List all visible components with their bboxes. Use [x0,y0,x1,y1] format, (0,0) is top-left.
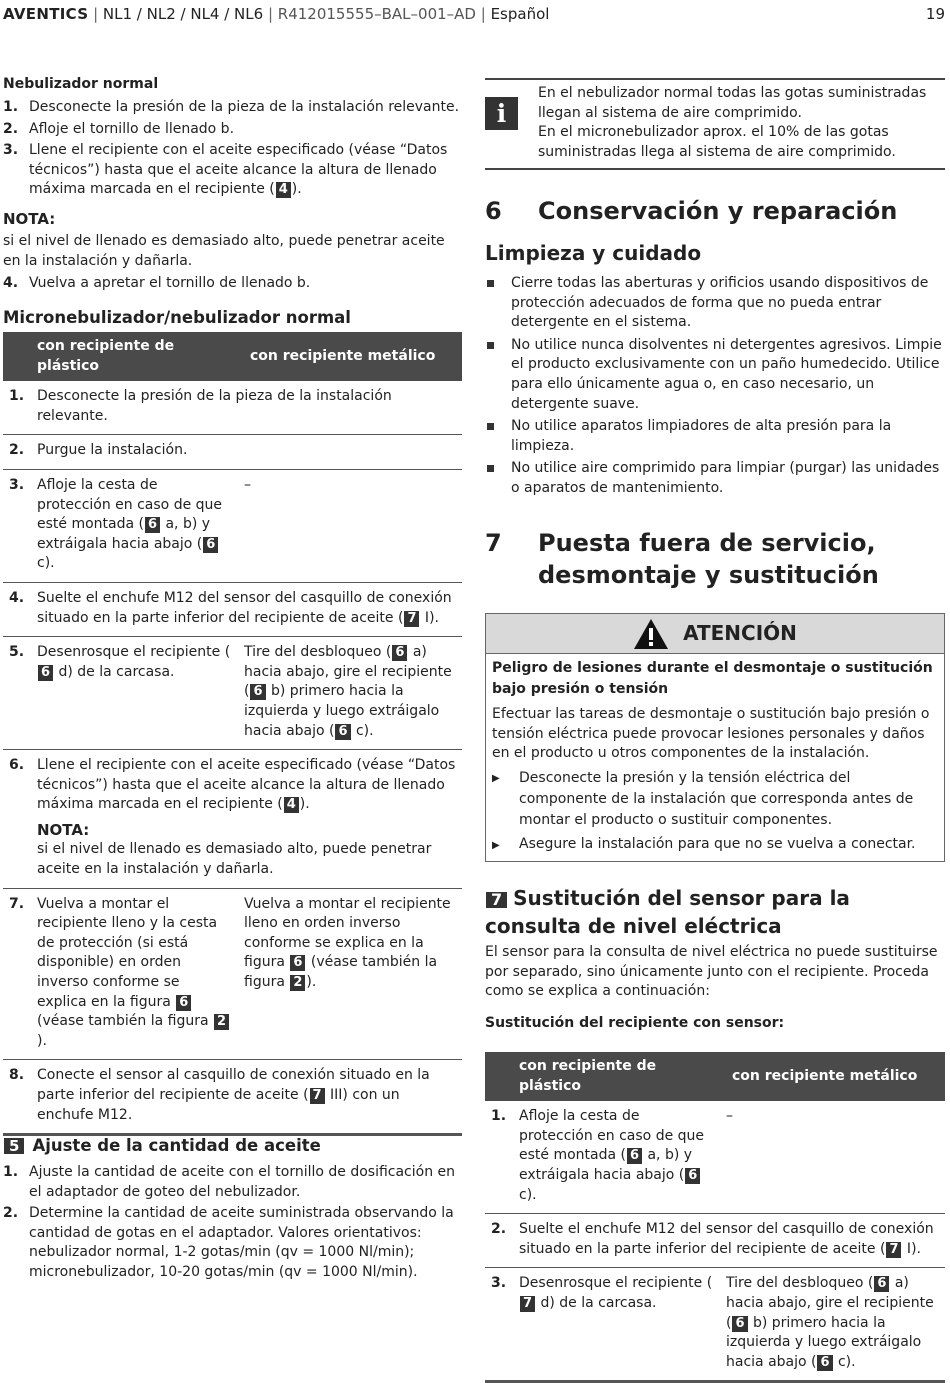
nota-text: si el nivel de llenado es demasiado alto, puede penetrar aceite en la instalación y dañarla. [3,233,445,269]
figure-ref: 2 [214,1014,229,1030]
neb-title: Nebulizador normal [3,76,159,92]
sensor-text: El sensor para la consulta de nivel eléctrica no puede sustituirse por separado, sino únicamente junto con el recipiente. Proceda como se explica a continuación: [485,944,938,1000]
list-item: 2. Afloje el tornillo de llenado b. [3,120,235,137]
clean-title: Limpieza y cuidado [485,241,702,265]
steps-table [3,332,462,1136]
section-7-heading: 7 Puesta fuera de servicio, desmontaje y sustitución [485,529,879,589]
table-row: 8. Conecte el sensor al casquillo de conexión situado en la parte inferior del recipiente de aceite ( 7 III) con un enchufe M12. [3,1060,462,1135]
figure-ref: 7 [886,1242,901,1258]
section-5-title: 5 Ajuste de la cantidad de aceite [3,1136,321,1156]
warning-header [486,614,944,654]
info-box [485,78,945,170]
list-item: 2. Determine la cantidad de aceite suministrada observando la cantidad de gotas en el adaptador. Valores orientativos: nebulizador normal, 1-2 gotas/min (qv = 1000 Nl/min); micronebulizador, 10-20 gotas/min (qv = 1000 Nl/min). [3,1205,454,1280]
list-item: No utilice aire comprimido para limpiar (purgar) las unidades o aparatos de mantenimiento. [485,459,945,498]
figure-ref: 6 [817,1355,832,1371]
list-item: ▶ Desconecte la presión y la tensión eléctrica del componente de la instalación que corresponda antes de montar el producto o sustituir componentes. [492,769,914,828]
warning-icon [633,618,669,650]
figure-ref: 7 [404,611,419,627]
figure-ref: 2 [290,975,305,991]
figure-ref: 5 [4,1138,24,1154]
figure-ref: 6 [627,1148,642,1164]
clean-bullets [485,274,945,502]
list-item: 4. Vuelva a apretar el tornillo de llenado b. [3,275,311,291]
figure-ref: 7 [486,892,507,908]
figure-ref: 6 [145,517,160,533]
col-header-plastic: con recipiente de plástico [485,1052,720,1101]
table-row: 1. Desconecte la presión de la pieza de la instalación relevante. [3,381,462,435]
figure-ref: 6 [685,1168,700,1184]
page-number: 19 [925,5,945,23]
table-row: 7. Vuelva a montar el recipiente lleno y la cesta de protección (si está disponible) en orden inverso conforme se explica en la figura 6 (véase también la figura 2). Vuelva a montar el recipiente lleno en orden inverso conforme se explica en la figura 6 (véase también la figura 2 ). [3,888,462,1060]
table-row: 3. Afloje la cesta de protección en caso de que esté montada ( 6 a, b) y extráigala hacia abajo ( 6 c). – [3,469,462,582]
table-row: 6. Llene el recipiente con el aceite especificado (véase “Datos técnicos”) hasta que el aceite alcance la altura de llenado máxima marcada en el recipiente ( 4 ). NOTA: si el nivel de llenado es demasiado alto, puede penetrar aceite en la instalación y dañarla. [3,750,462,889]
figure-ref: 7 [520,1296,535,1312]
warning-box [485,613,945,862]
section-6-heading: 6 Conservación y reparación [485,197,898,225]
figure-ref: 6 [732,1316,747,1332]
micro-title: Micronebulizador/nebulizador normal [3,308,351,327]
list-item: Cierre todas las aberturas y orificios usando dispositivos de protección adecuados de forma que no pueda entrar detergente en el sistema. [485,274,945,333]
table-row: 2. Suelte el enchufe M12 del sensor del casquillo de conexión situado en la parte inferior del recipiente de aceite ( 7 I). [485,1214,945,1268]
brand-name: AVENTICS [3,5,89,23]
figure-ref: 6 [203,537,218,553]
steps-table-right [485,1052,945,1383]
figure-ref: 4 [276,182,291,198]
page-header: AVENTICS | NL1 / NL2 / NL4 / NL6 | R412015555–BAL–001–AD | Español 19 [3,5,945,23]
figure-ref: 6 [874,1276,889,1292]
list-item: No utilice nunca disolventes ni detergentes agresivos. Limpie el producto exclusivamente con un paño humedecido. Utilice para ello únicamente agua o, en caso necesario, un detergente suave. [485,336,945,414]
table-row: 4. Suelte el enchufe M12 del sensor del casquillo de conexión situado en la parte inferior del recipiente de aceite ( 7 I). [3,582,462,636]
sensor-heading: 7 Sustitución del sensor para la consulta de nivel eléctrica [485,886,850,938]
list-item: 1. Ajuste la cantidad de aceite con el tornillo de dosificación en el adaptador de goteo del nebulizador. [3,1164,456,1200]
figure-ref: 6 [335,724,350,740]
table-row: 1. Afloje la cesta de protección en caso de que esté montada ( 6 a, b) y extráigala hacia abajo ( 6 c). – [485,1101,945,1213]
neb-steps [3,98,462,200]
header-language: Español [490,5,550,23]
info-text-1: En el nebulizador normal todas las gotas suministradas llegan al sistema de aire comprimido. [538,85,927,121]
sec5-steps [3,1163,462,1283]
list-item: ▶ Asegure la instalación para que no se vuelva a conectar. [492,835,916,852]
info-text-2: En el micronebulizador aprox. el 10% de las gotas suministradas llega al sistema de aire comprimido. [538,124,896,160]
col-header-metal: con recipiente metálico [238,332,462,381]
list-item: No utilice aparatos limpiadores de alta presión para la limpieza. [485,417,945,456]
replace-subtitle: Sustitución del recipiente con sensor: [485,1015,785,1031]
nota-label: NOTA: [3,210,56,228]
col-header-plastic: con recipiente de plástico [3,332,238,381]
figure-ref: 4 [284,797,299,813]
figure-ref: 6 [176,995,191,1011]
table-row: 5. Desenrosque el recipiente (6 d) de la carcasa. Tire del desbloqueo ( 6 a) hacia abajo, gire el recipiente ( 6 b) primero hacia la izquierda y luego extráigalo hacia abajo ( 6 c). [3,637,462,750]
info-icon: i [485,97,518,130]
nota-label: NOTA: [37,820,90,839]
table-row: 2. Purgue la instalación. [3,435,462,470]
list-item: 3. Llene el recipiente con el aceite especificado (véase “Datos técnicos”) hasta que el aceite alcance la altura de llenado máxima marcada en el recipiente ( 4 ). [3,142,448,198]
warning-title: ATENCIÓN [683,620,797,645]
figure-ref: 6 [38,665,53,681]
figure-ref: 7 [310,1088,325,1104]
figure-ref: 6 [250,684,265,700]
figure-ref: 6 [290,955,305,971]
list-item: 1. Desconecte la presión de la pieza de la instalación relevante. [3,99,460,115]
table-row: 3. Desenrosque el recipiente (7 d) de la carcasa. Tire del desbloqueo ( 6 a) hacia abajo, gire el recipiente ( 6 b) primero hacia la izquierda y luego extráigalo hacia abajo ( 6 c). [485,1268,945,1382]
figure-ref: 6 [392,645,407,661]
warning-summary: Peligro de lesiones durante el desmontaje o sustitución bajo presión o tensión [492,660,933,697]
header-models: NL1 / NL2 / NL4 / NL6 [102,5,264,23]
header-doc-number: R412015555–BAL–001–AD [277,5,476,23]
col-header-metal: con recipiente metálico [720,1052,945,1101]
warning-text: Efectuar las tareas de desmontaje o sustitución bajo presión o tensión eléctrica puede provocar lesiones personales y daños en el producto u otros componentes de la instalación. [492,706,930,762]
